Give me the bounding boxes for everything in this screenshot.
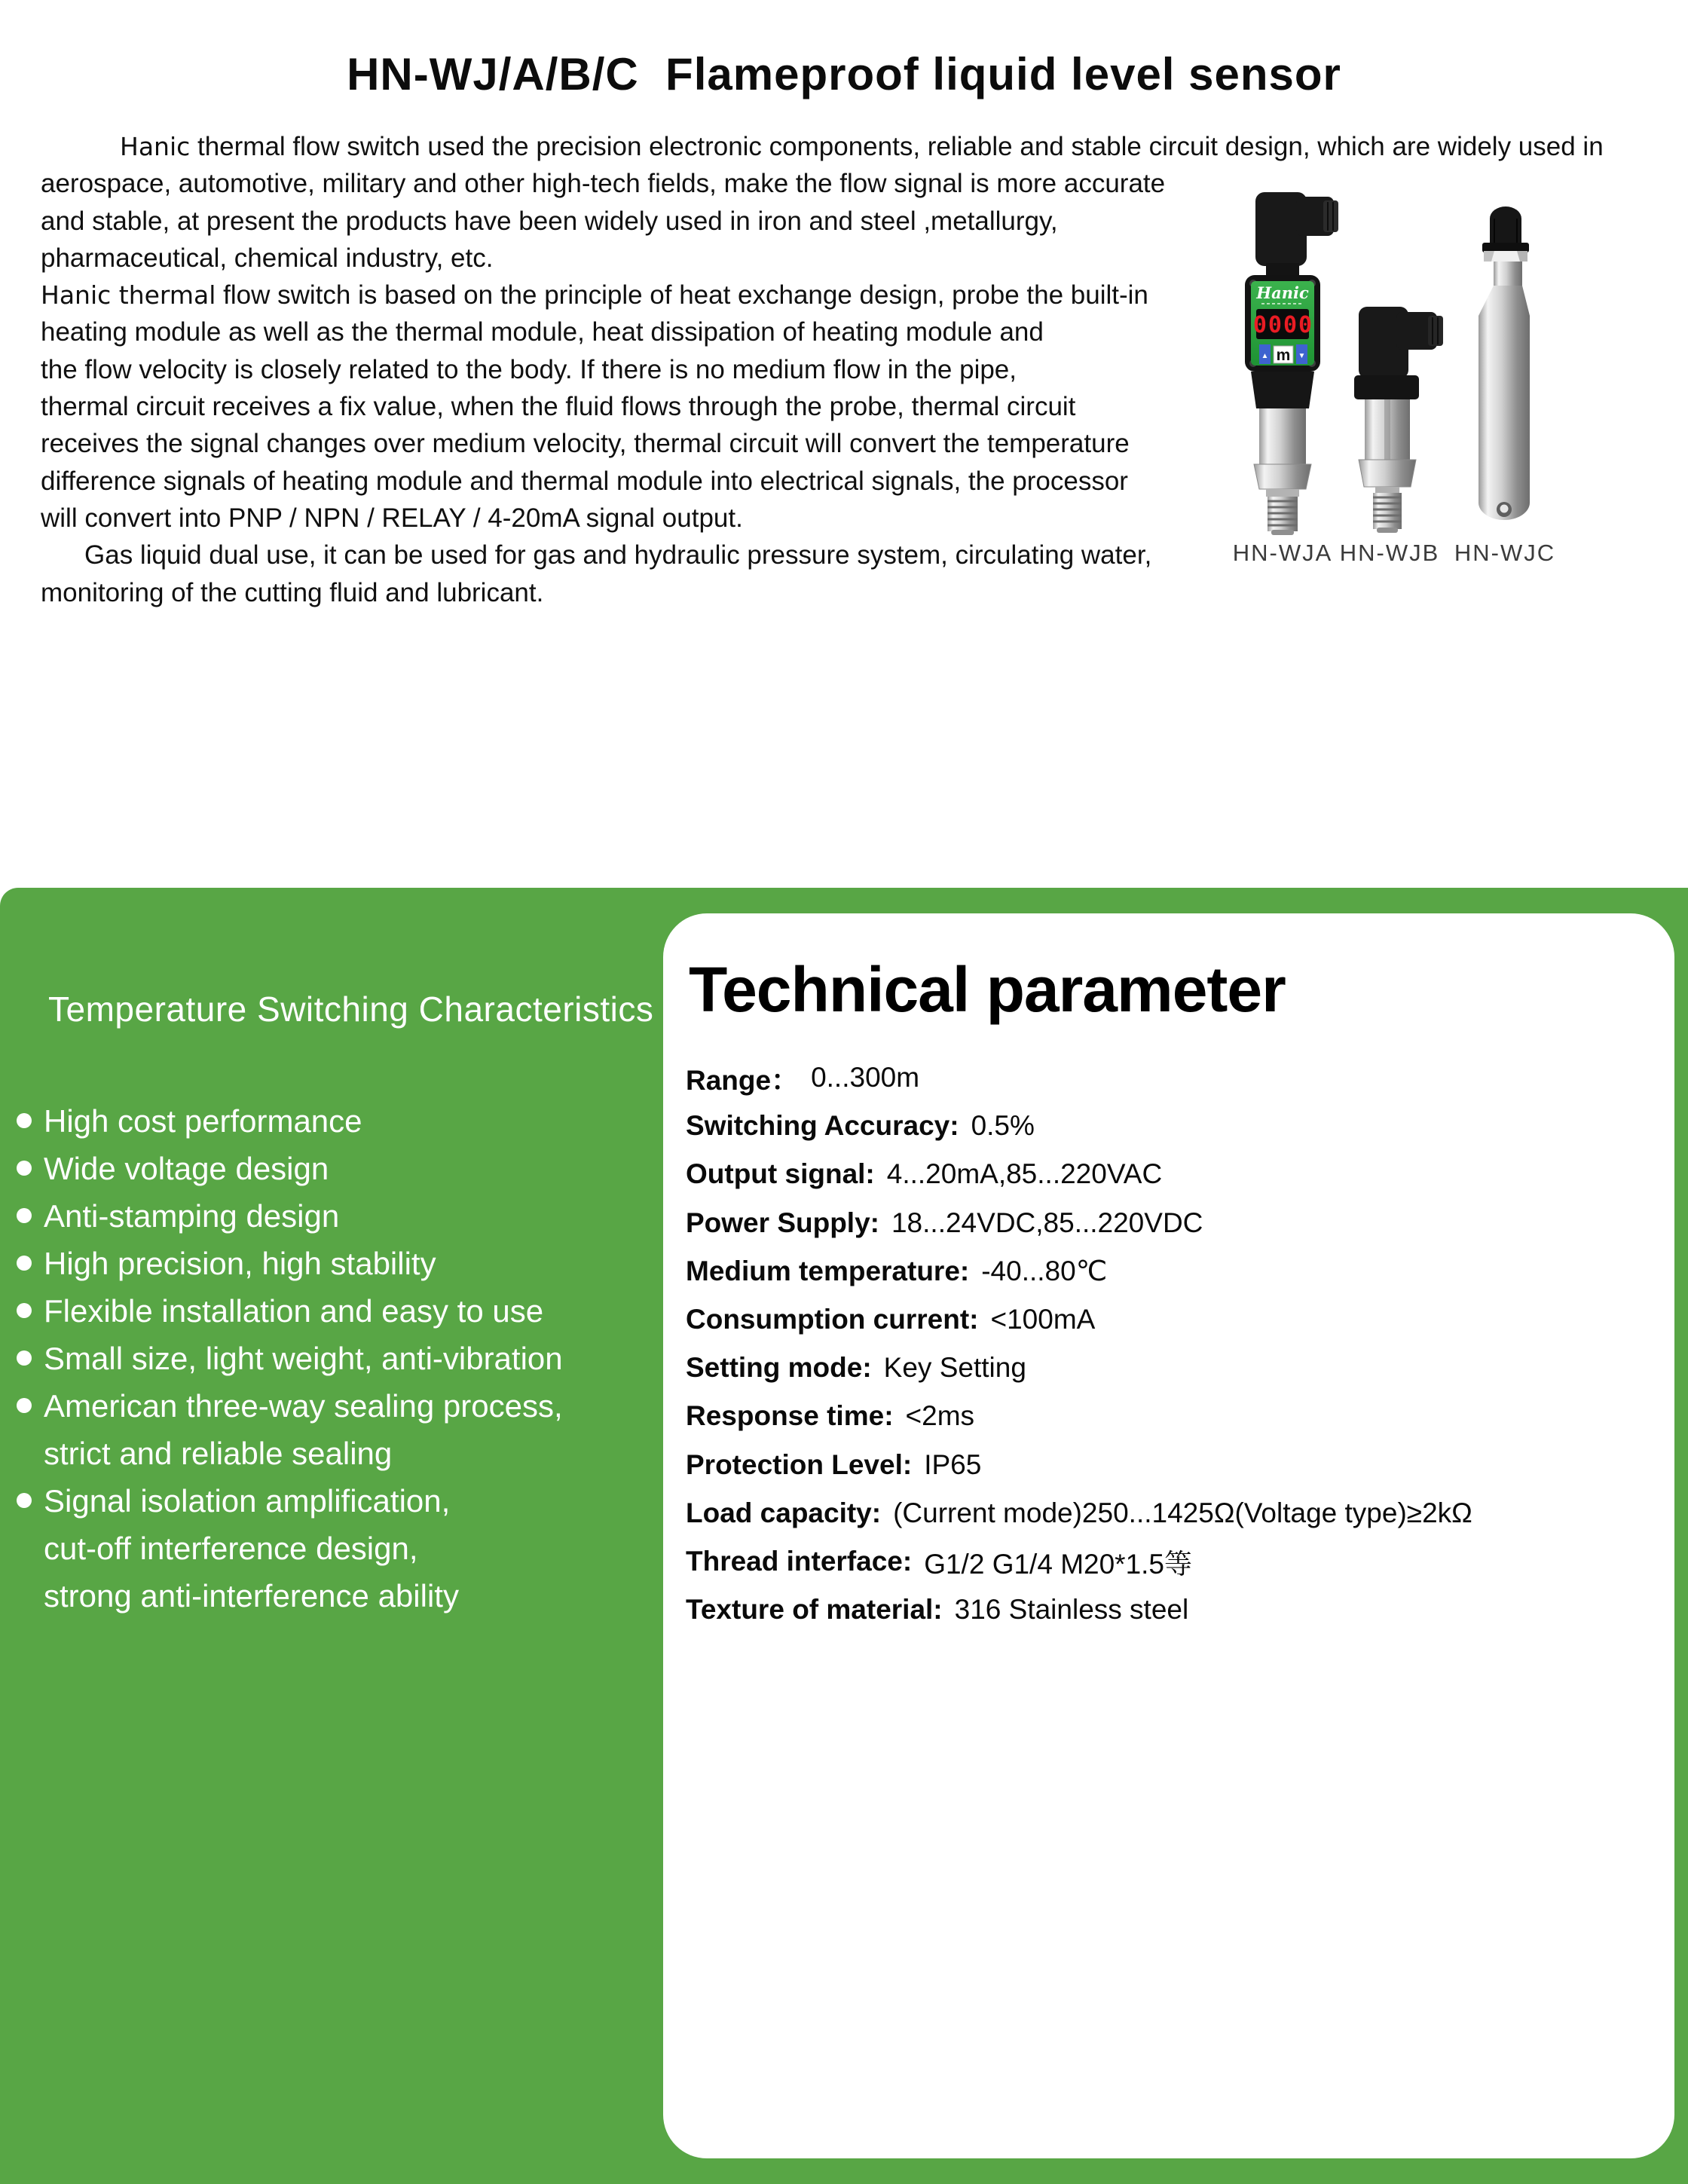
display-head bbox=[1245, 275, 1320, 372]
bullet-dot-icon bbox=[17, 1398, 32, 1413]
feature-line: American three-way sealing process, bbox=[17, 1382, 563, 1430]
intro-line: aerospace, automotive, military and other high-tech fields, make the flow signal is more accurate bbox=[41, 169, 1166, 199]
features-heading: Temperature Switching Characteristics bbox=[48, 990, 654, 1029]
parameter-label: Consumption current: bbox=[686, 1304, 979, 1335]
features-list bbox=[17, 1097, 563, 1620]
process-connection bbox=[1359, 399, 1416, 533]
bullet-dot-icon bbox=[17, 1161, 32, 1176]
feature-item bbox=[17, 1477, 563, 1620]
feature-item bbox=[17, 1192, 563, 1240]
up-button-icon: ▲ bbox=[1261, 352, 1269, 360]
product-image-hn-wjc bbox=[1473, 203, 1537, 531]
intro-line: receives the signal changes over medium velocity, thermal circuit will convert the temperature bbox=[41, 429, 1130, 459]
intro-line: Hanic thermal flow switch is based on the principle of heat exchange design, probe the built-in bbox=[41, 280, 1148, 310]
intro-line: heating module as well as the thermal module, heat dissipation of heating module and bbox=[41, 317, 1044, 347]
parameter-row bbox=[686, 1199, 1658, 1247]
intro-line: Hanic thermal flow switch used the precision electronic components, reliable and stable circuit design, which are widely used in bbox=[120, 132, 1604, 161]
parameter-value: 0...300m bbox=[811, 1062, 920, 1094]
intro-line: pharmaceutical, chemical industry, etc. bbox=[41, 243, 494, 273]
bullet-dot-icon bbox=[17, 1303, 32, 1318]
intro-line: difference signals of heating module and thermal module into electrical signals, the processor bbox=[41, 466, 1128, 496]
product-label-hn-wjb: HN-WJB bbox=[1339, 540, 1440, 566]
feature-line: Signal isolation amplification, bbox=[17, 1477, 563, 1525]
parameter-label: Response time: bbox=[686, 1400, 894, 1432]
parameter-label: Switching Accuracy: bbox=[686, 1110, 959, 1142]
parameter-value: 0.5% bbox=[971, 1110, 1035, 1142]
brand-logo: Hanic bbox=[1256, 283, 1309, 302]
parameter-label: Texture of material: bbox=[686, 1594, 943, 1626]
parameter-value: <2ms bbox=[905, 1400, 975, 1432]
intro-line: will convert into PNP / NPN / RELAY / 4-20mA signal output. bbox=[41, 503, 743, 533]
parameter-value: (Current mode)250...1425Ω(Voltage type)≥2kΩ bbox=[893, 1497, 1472, 1528]
parameter-label: Medium temperature: bbox=[686, 1255, 970, 1286]
intro-line: monitoring of the cutting fluid and lubricant. bbox=[41, 577, 544, 607]
elbow-connector-icon bbox=[1354, 307, 1443, 399]
parameter-label: Output signal: bbox=[686, 1158, 875, 1190]
feature-item bbox=[17, 1145, 563, 1192]
page-title: HN-WJ/A/B/C Flameproof liquid level sensor bbox=[347, 49, 1341, 99]
product-label-hn-wja: HN-WJA bbox=[1232, 540, 1333, 566]
parameter-value: <100mA bbox=[990, 1304, 1096, 1335]
green-section bbox=[0, 888, 1688, 2184]
parameter-label: Setting mode: bbox=[686, 1352, 872, 1384]
product-image-hn-wjb bbox=[1353, 305, 1451, 535]
feature-item bbox=[17, 1240, 563, 1287]
feature-line: strong anti-interference ability bbox=[44, 1578, 459, 1614]
parameter-value: 316 Stainless steel bbox=[954, 1594, 1189, 1626]
mode-button-label: m bbox=[1276, 347, 1291, 364]
parameter-row bbox=[686, 1102, 1658, 1150]
parameter-row bbox=[686, 1150, 1658, 1198]
intro-line: and stable, at present the products have been widely used in iron and steel ,metallurgy, bbox=[41, 206, 1058, 236]
seven-segment-display: 0000 bbox=[1252, 312, 1314, 338]
bullet-dot-icon bbox=[17, 1113, 32, 1128]
intro-line: Gas liquid dual use, it can be used for gas and hydraulic pressure system, circulating water, bbox=[84, 540, 1152, 570]
process-connection bbox=[1251, 372, 1314, 535]
brand-name-text: Hanic bbox=[120, 132, 191, 161]
parameter-row bbox=[686, 1489, 1658, 1537]
parameter-row bbox=[686, 1441, 1658, 1489]
feature-line: High precision, high stability bbox=[17, 1240, 563, 1287]
feature-line: strict and reliable sealing bbox=[44, 1436, 393, 1471]
feature-item bbox=[17, 1287, 563, 1335]
probe-body bbox=[1479, 262, 1530, 520]
elbow-connector-icon bbox=[1255, 192, 1338, 278]
parameter-label: Range： bbox=[686, 1065, 800, 1097]
parameter-row bbox=[686, 1054, 1658, 1102]
bullet-dot-icon bbox=[17, 1493, 32, 1508]
feature-line: High cost performance bbox=[17, 1097, 563, 1145]
intro-line: the flow velocity is closely related to the body. If there is no medium flow in the pipe, bbox=[41, 354, 1017, 384]
feature-item bbox=[17, 1382, 563, 1477]
feature-line: Wide voltage design bbox=[17, 1145, 563, 1192]
bullet-dot-icon bbox=[17, 1350, 32, 1366]
feature-item bbox=[17, 1335, 563, 1382]
parameter-value: -40...80℃ bbox=[981, 1256, 1108, 1287]
feature-line: Small size, light weight, anti-vibration bbox=[17, 1335, 563, 1382]
feature-line: Anti-stamping design bbox=[17, 1192, 563, 1240]
parameter-label: Power Supply: bbox=[686, 1207, 879, 1238]
parameter-value: G1/2 G1/4 M20*1.5等 bbox=[924, 1548, 1193, 1580]
parameter-list bbox=[686, 1054, 1658, 1634]
intro-line: thermal circuit receives a fix value, when the fluid flows through the probe, thermal circuit bbox=[41, 392, 1076, 422]
cable-gland-icon bbox=[1482, 206, 1529, 262]
parameter-value: Key Setting bbox=[883, 1352, 1026, 1384]
down-button-icon: ▼ bbox=[1298, 352, 1306, 360]
parameter-row bbox=[686, 1344, 1658, 1392]
parameter-value: 18...24VDC,85...220VDC bbox=[891, 1207, 1203, 1238]
parameter-label: Thread interface: bbox=[686, 1545, 913, 1577]
parameter-row bbox=[686, 1392, 1658, 1440]
parameter-row bbox=[686, 1537, 1658, 1586]
technical-parameter-card bbox=[663, 913, 1674, 2158]
parameter-row bbox=[686, 1586, 1658, 1634]
card-heading: Technical parameter bbox=[689, 954, 1286, 1025]
feature-line: Flexible installation and easy to use bbox=[17, 1287, 563, 1335]
product-label-hn-wjc: HN-WJC bbox=[1454, 540, 1556, 566]
bullet-dot-icon bbox=[17, 1256, 32, 1271]
parameter-label: Protection Level: bbox=[686, 1448, 913, 1480]
parameter-value: 4...20mA,85...220VAC bbox=[886, 1158, 1163, 1190]
product-image-hn-wja bbox=[1236, 191, 1349, 537]
brand-name-text: Hanic thermal bbox=[41, 280, 216, 310]
parameter-row bbox=[686, 1295, 1658, 1344]
feature-line: cut-off interference design, bbox=[44, 1531, 418, 1566]
feature-item bbox=[17, 1097, 563, 1145]
parameter-label: Load capacity: bbox=[686, 1497, 882, 1528]
bullet-dot-icon bbox=[17, 1208, 32, 1223]
parameter-row bbox=[686, 1247, 1658, 1295]
parameter-value: IP65 bbox=[924, 1448, 982, 1480]
